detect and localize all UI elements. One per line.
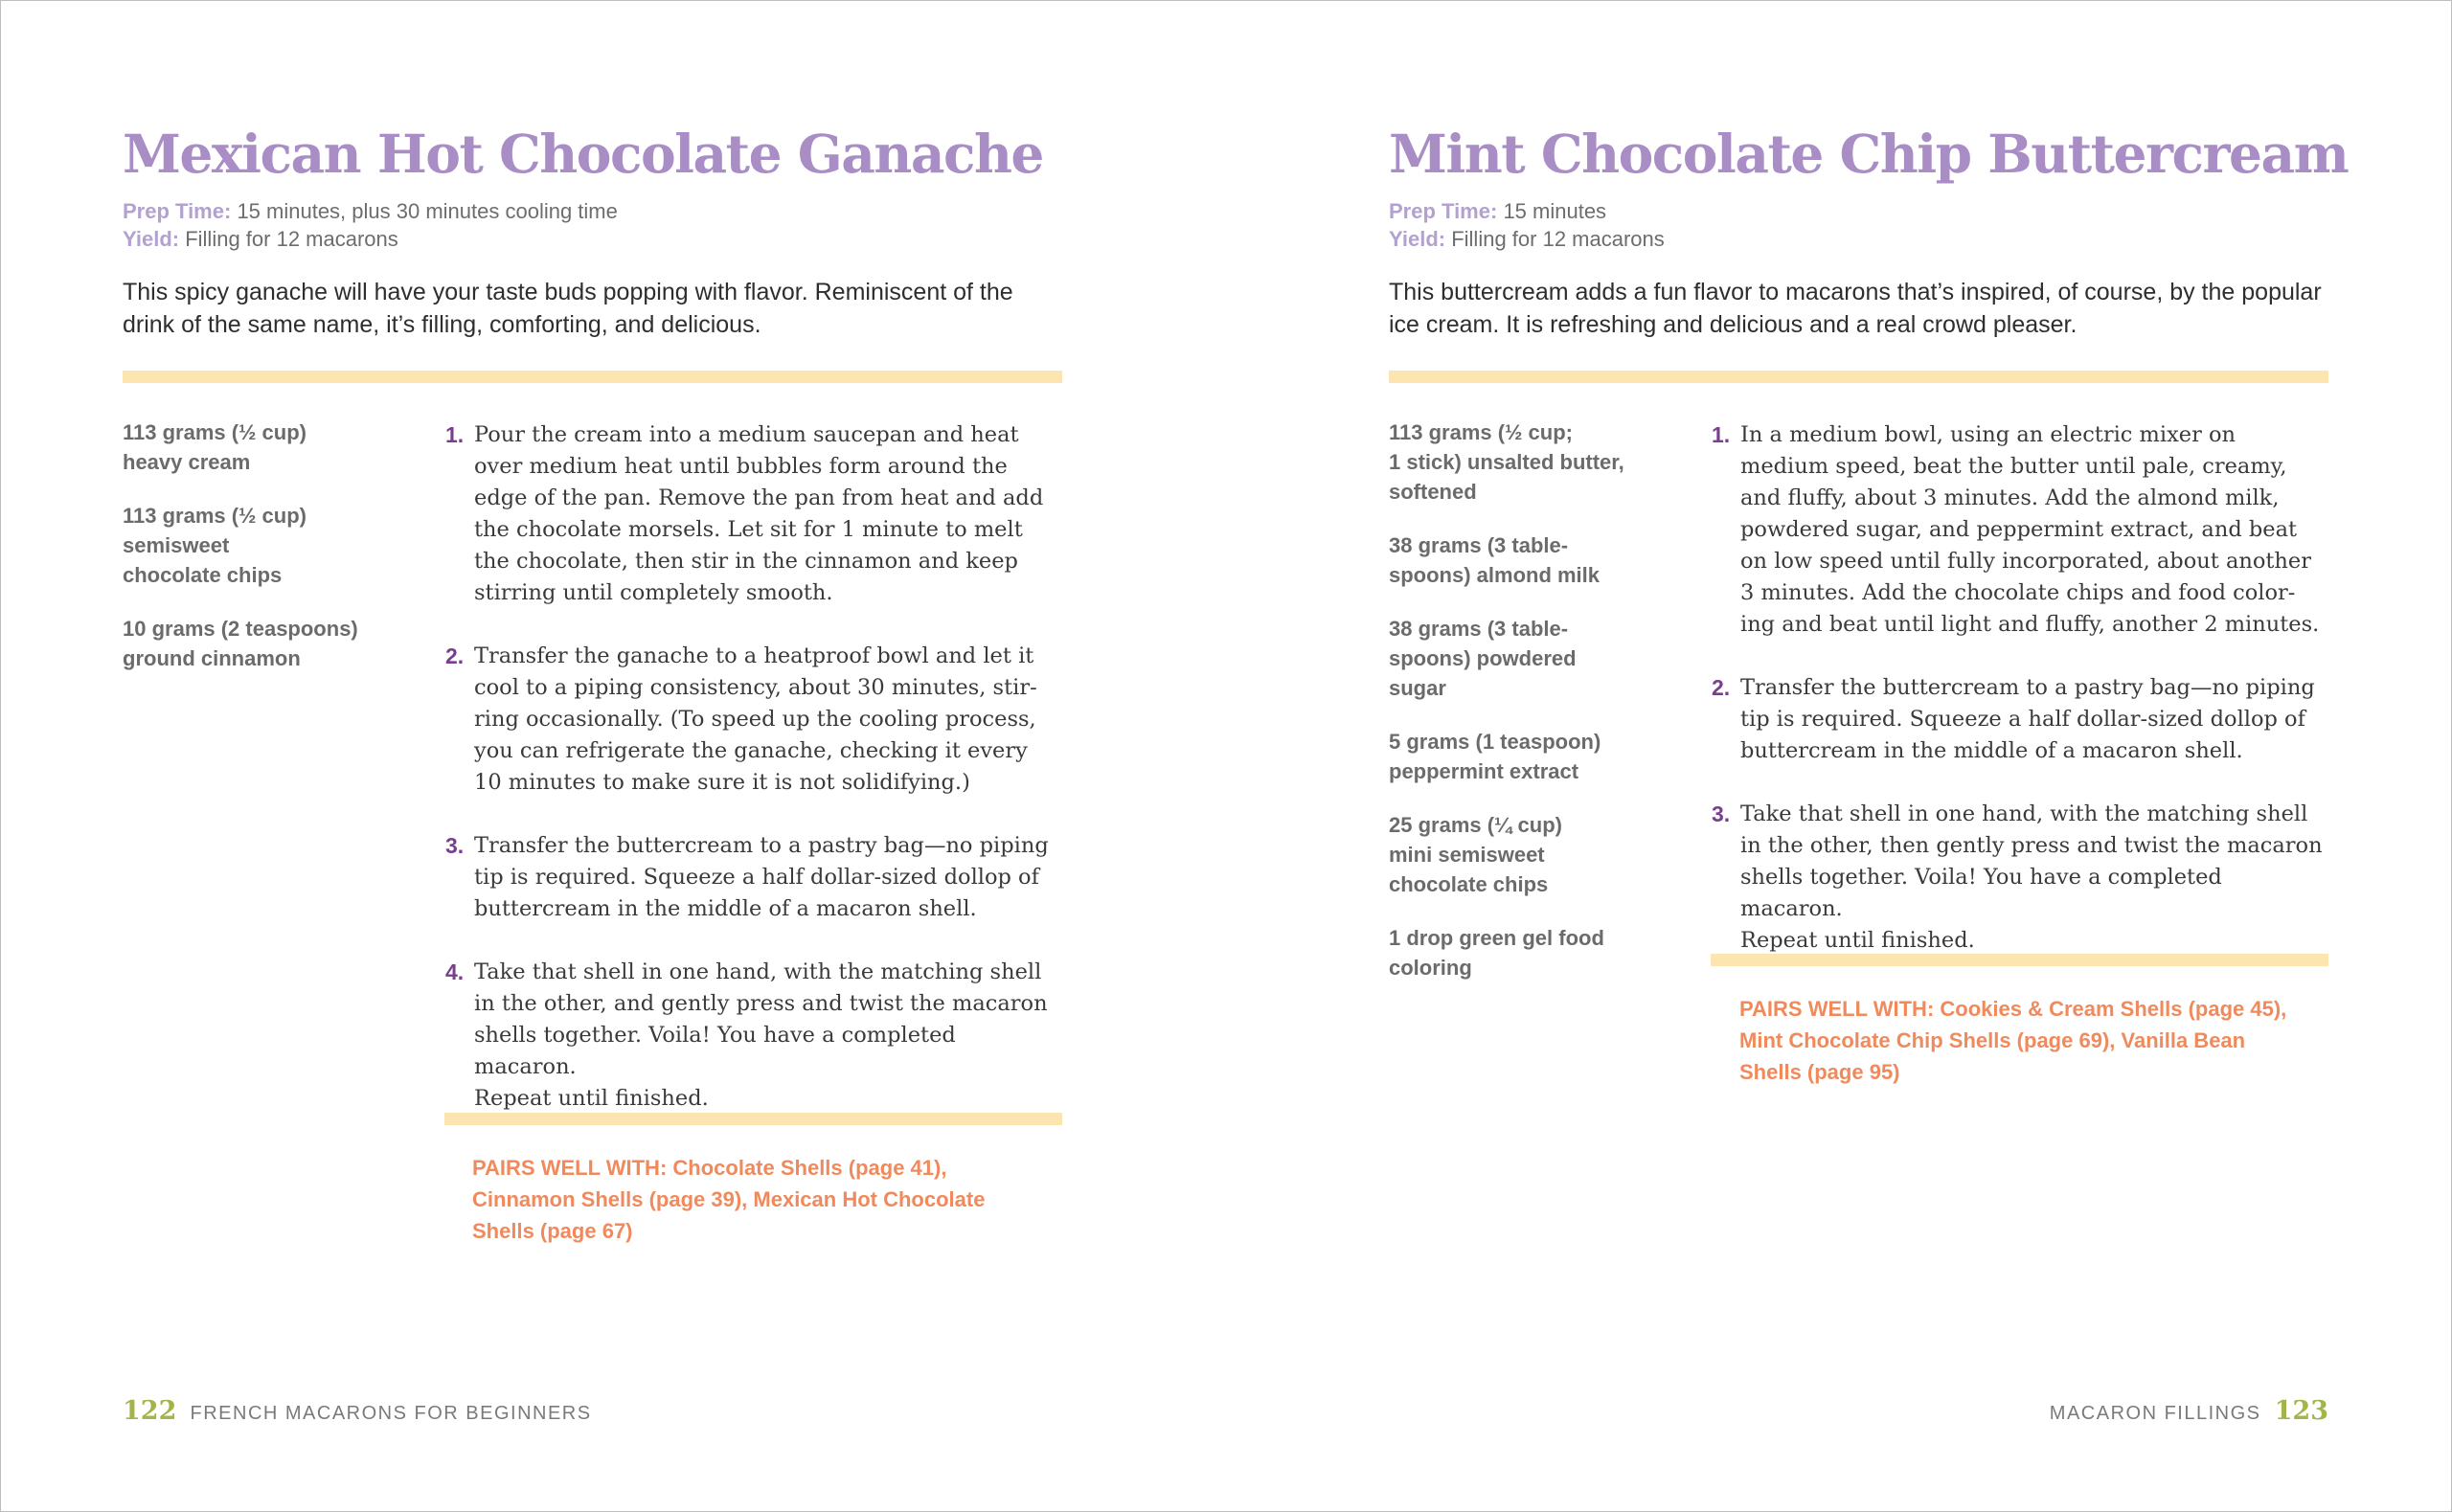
recipe-meta (123, 197, 618, 253)
left-page (123, 0, 1062, 1512)
step-line: shells together. Voila! You have a completed macaron. (1740, 865, 2222, 921)
step-line: Repeat until finished. (1740, 928, 1975, 953)
instruction-step (1712, 799, 2328, 957)
step-line: 10 minutes to make sure it is not solidifying.) (474, 770, 970, 795)
ingredient-item (1389, 727, 1667, 786)
step-line: the chocolate, then stir in the cinnamon and keep (474, 549, 1018, 574)
pairs-well-with (1739, 993, 2314, 1088)
instruction-step (445, 830, 1062, 925)
divider-rule (123, 371, 1062, 383)
right-page (1389, 0, 2349, 1512)
ingredient-line: 1 stick) unsalted butter, (1389, 450, 1624, 474)
ingredient-line: chocolate chips (123, 563, 283, 587)
divider-rule (1389, 371, 2328, 383)
step-line: in the other, then gently press and twist the macaron (1740, 833, 2323, 858)
step-number: 2. (1712, 675, 1731, 700)
ingredient-line: coloring (1389, 956, 1472, 980)
step-line: Transfer the buttercream to a pastry bag—no piping (1740, 675, 2315, 700)
pairs-divider-rule (444, 1113, 1062, 1125)
page-number: 123 (2274, 1396, 2328, 1426)
step-line: Take that shell in one hand, with the matching shell (474, 959, 1042, 984)
step-line: Transfer the buttercream to a pastry bag—no piping (474, 833, 1049, 858)
step-line: edge of the pan. Remove the pan from heat and add (474, 485, 1044, 510)
ingredient-line: spoons) powdered (1389, 646, 1577, 670)
step-line: and fluffy, about 3 minutes. Add the almond milk, (1740, 485, 2280, 510)
recipe-title: Mint Chocolate Chip Buttercream (1389, 123, 2349, 185)
step-line: tip is required. Squeeze a half dollar-sized dollop of (474, 865, 1039, 890)
instruction-step (445, 957, 1062, 1115)
ingredient-line: ground cinnamon (123, 646, 301, 670)
ingredient-item (123, 614, 400, 673)
step-line: over medium heat until bubbles form around the (474, 454, 1008, 479)
ingredient-list (123, 417, 400, 697)
step-line: buttercream in the middle of a macaron shell. (474, 896, 977, 921)
pairs-line: Mint Chocolate Chip Shells (page 69), Vanilla Bean (1739, 1028, 2246, 1052)
step-number: 1. (1712, 422, 1731, 447)
ingredient-item (1389, 614, 1667, 703)
ingredient-line: 25 grams (¼ cup) (1389, 813, 1562, 837)
instruction-step (1712, 419, 2328, 641)
yield (1389, 225, 1665, 253)
prep-time-label: Prep Time: (123, 199, 232, 223)
step-line: Take that shell in one hand, with the matching shell (1740, 801, 2308, 826)
recipe-intro: This buttercream adds a fun flavor to macarons that’s inspired, of course, by the popular ice cream. It is refreshing and delicious and a real crowd pleaser. (1389, 279, 2322, 338)
yield (123, 225, 618, 253)
step-line: 3 minutes. Add the chocolate chips and food color- (1740, 580, 2296, 605)
step-line: in the other, and gently press and twist the macaron (474, 991, 1048, 1016)
ingredient-line: 5 grams (1 teaspoon) (1389, 730, 1601, 754)
step-number: 3. (1712, 801, 1731, 826)
page-number: 122 (123, 1396, 177, 1426)
pairs-line: PAIRS WELL WITH: Cookies & Cream Shells (page 45), (1739, 997, 2287, 1021)
step-line: Pour the cream into a medium saucepan and heat (474, 422, 1019, 447)
ingredient-line: 38 grams (3 table- (1389, 533, 1569, 557)
step-number: 3. (445, 833, 465, 858)
step-line: medium speed, beat the butter until pale, creamy, (1740, 454, 2287, 479)
pairs-line: PAIRS WELL WITH: Chocolate Shells (page 41), (472, 1156, 947, 1180)
instruction-list (1712, 419, 2328, 988)
ingredient-item (1389, 530, 1667, 590)
running-title: FRENCH MACARONS FOR BEGINNERS (190, 1403, 592, 1424)
ingredient-line: semisweet (123, 533, 230, 557)
ingredient-line: 38 grams (3 table- (1389, 617, 1569, 641)
page-footer (123, 1396, 592, 1426)
ingredient-line: 113 grams (½ cup) (123, 504, 306, 528)
step-number: 1. (445, 422, 465, 447)
pairs-line: Shells (page 95) (1739, 1060, 1900, 1084)
yield-label: Yield: (123, 227, 180, 251)
step-number: 4. (445, 959, 465, 984)
running-title: MACARON FILLINGS (2049, 1403, 2261, 1424)
prep-time (1389, 197, 1665, 225)
ingredient-item (1389, 923, 1667, 982)
recipe-intro: This spicy ganache will have your taste buds popping with flavor. Reminiscent of the drink of the same name, it’s filling, comforting, and delicious. (123, 279, 1013, 338)
prep-time (123, 197, 618, 225)
ingredient-line: peppermint extract (1389, 759, 1579, 783)
ingredient-item (1389, 417, 1667, 507)
ingredient-item (1389, 810, 1667, 899)
pairs-line: Cinnamon Shells (page 39), Mexican Hot Chocolate (472, 1187, 986, 1211)
step-line: buttercream in the middle of a macaron shell. (1740, 738, 2243, 763)
instruction-list (445, 419, 1062, 1146)
ingredient-line: 113 grams (½ cup) (123, 420, 306, 444)
step-line: tip is required. Squeeze a half dollar-sized dollop of (1740, 707, 2305, 732)
recipe-title: Mexican Hot Chocolate Ganache (123, 123, 1043, 185)
step-line: cool to a piping consistency, about 30 minutes, stir- (474, 675, 1037, 700)
ingredient-line: 113 grams (½ cup; (1389, 420, 1573, 444)
ingredient-line: mini semisweet (1389, 843, 1545, 867)
prep-time-value: 15 minutes, plus 30 minutes cooling time (237, 199, 618, 223)
ingredient-item (123, 417, 400, 477)
ingredient-line: heavy cream (123, 450, 251, 474)
ingredient-line: chocolate chips (1389, 872, 1549, 896)
ingredient-line: sugar (1389, 676, 1446, 700)
pairs-line: Shells (page 67) (472, 1219, 633, 1243)
ingredient-line: 10 grams (2 teaspoons) (123, 617, 358, 641)
step-line: you can refrigerate the ganache, checking it every (474, 738, 1028, 763)
page-footer (2050, 1396, 2328, 1426)
step-number: 2. (445, 643, 465, 668)
step-line: In a medium bowl, using an electric mixer on (1740, 422, 2236, 447)
step-line: Transfer the ganache to a heatproof bowl and let it (474, 643, 1034, 668)
instruction-step (445, 419, 1062, 609)
step-line: on low speed until fully incorporated, about another (1740, 549, 2311, 574)
recipe-meta (1389, 197, 1665, 253)
yield-value: Filling for 12 macarons (1451, 227, 1665, 251)
prep-time-value: 15 minutes (1503, 199, 1607, 223)
ingredient-line: spoons) almond milk (1389, 563, 1601, 587)
ingredient-line: softened (1389, 480, 1477, 504)
instruction-step (445, 641, 1062, 799)
yield-label: Yield: (1389, 227, 1446, 251)
ingredient-line: 1 drop green gel food (1389, 926, 1604, 950)
ingredient-item (123, 501, 400, 590)
pairs-well-with (472, 1152, 1047, 1247)
instruction-step (1712, 672, 2328, 767)
ingredient-list (1389, 417, 1667, 1006)
step-line: powdered sugar, and peppermint extract, and beat (1740, 517, 2298, 542)
step-line: shells together. Voila! You have a completed macaron. (474, 1023, 956, 1079)
step-line: the chocolate morsels. Let sit for 1 minute to melt (474, 517, 1023, 542)
step-line: stirring until completely smooth. (474, 580, 833, 605)
step-line: ring occasionally. (To speed up the cooling process, (474, 707, 1036, 732)
pairs-divider-rule (1711, 954, 2328, 966)
yield-value: Filling for 12 macarons (185, 227, 398, 251)
step-line: Repeat until finished. (474, 1086, 709, 1111)
step-line: ing and beat until light and fluffy, another 2 minutes. (1740, 612, 2320, 637)
prep-time-label: Prep Time: (1389, 199, 1498, 223)
